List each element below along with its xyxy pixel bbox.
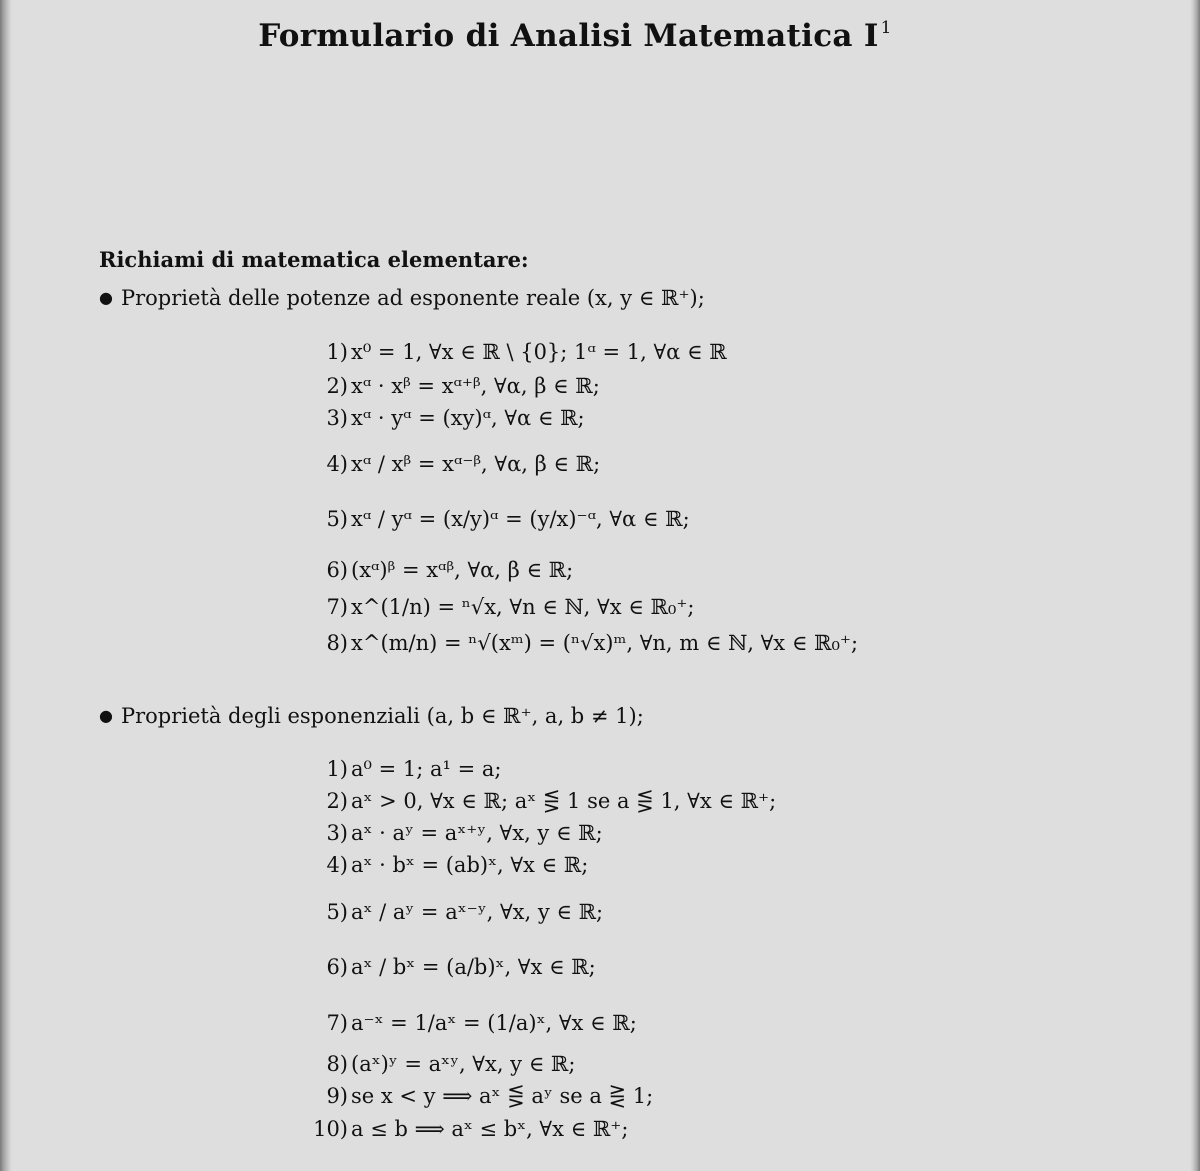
formula-expression: aˣ / bˣ = (a/b)ˣ, ∀x ∈ ℝ; bbox=[351, 955, 596, 979]
exp-formula-2 bbox=[310, 789, 776, 813]
formula-expression: x^(m/n) = ⁿ√(xᵐ) = (ⁿ√x)ᵐ, ∀n, m ∈ ℕ, ∀x ∈ ℝ₀⁺; bbox=[351, 631, 859, 655]
power-formula-6 bbox=[310, 558, 573, 582]
power-formula-5 bbox=[310, 507, 690, 531]
powers-heading: Proprietà delle potenze ad esponente reale (x, y ∈ ℝ⁺); bbox=[120, 286, 705, 310]
formula-expression: se x < y ⟹ aˣ ⋚ aʸ se a ⋛ 1; bbox=[351, 1084, 654, 1108]
title-text: Formulario di Analisi Matematica I bbox=[258, 18, 879, 54]
power-formula-2 bbox=[310, 374, 600, 398]
formula-expression: xᵅ / yᵅ = (x/y)ᵅ = (y/x)⁻ᵅ, ∀α ∈ ℝ; bbox=[351, 507, 690, 531]
formula-number: 6) bbox=[326, 955, 348, 979]
formula-expression: aˣ · bˣ = (ab)ˣ, ∀x ∈ ℝ; bbox=[351, 853, 589, 877]
formula-number: 5) bbox=[326, 507, 348, 531]
formula-number: 1) bbox=[326, 340, 348, 364]
formula-expression: xᵅ · yᵅ = (xy)ᵅ, ∀α ∈ ℝ; bbox=[351, 406, 585, 430]
formula-expression: (xᵅ)ᵝ = xᵅᵝ, ∀α, β ∈ ℝ; bbox=[351, 558, 574, 582]
formula-expression: x^(1/n) = ⁿ√x, ∀n ∈ ℕ, ∀x ∈ ℝ₀⁺; bbox=[351, 595, 695, 619]
section-heading: Richiami di matematica elementare: bbox=[99, 247, 529, 272]
exp-formula-1 bbox=[310, 757, 501, 781]
formula-number: 7) bbox=[326, 1011, 348, 1035]
exp-formula-5 bbox=[310, 900, 603, 924]
formula-expression: xᵅ / xᵝ = xᵅ⁻ᵝ, ∀α, β ∈ ℝ; bbox=[351, 452, 601, 476]
formula-number: 8) bbox=[326, 1052, 348, 1076]
exp-formula-9 bbox=[310, 1084, 653, 1108]
bullet-dot: ● bbox=[99, 706, 113, 725]
exp-formula-3 bbox=[310, 821, 603, 845]
formula-number: 2) bbox=[326, 374, 348, 398]
formula-number: 1) bbox=[326, 757, 348, 781]
power-formula-3 bbox=[310, 406, 585, 430]
exp-formula-10 bbox=[310, 1117, 628, 1141]
formula-number: 4) bbox=[326, 452, 348, 476]
formula-expression: a⁻ˣ = 1/aˣ = (1/a)ˣ, ∀x ∈ ℝ; bbox=[351, 1011, 637, 1035]
power-formula-1 bbox=[310, 340, 727, 364]
formula-expression: aˣ · aʸ = aˣ⁺ʸ, ∀x, y ∈ ℝ; bbox=[351, 821, 603, 845]
exp-formula-8 bbox=[310, 1052, 575, 1076]
formula-number: 3) bbox=[326, 406, 348, 430]
formula-expression: aˣ / aʸ = aˣ⁻ʸ, ∀x, y ∈ ℝ; bbox=[351, 900, 604, 924]
formula-expression: xᵅ · xᵝ = xᵅ⁺ᵝ, ∀α, β ∈ ℝ; bbox=[351, 374, 600, 398]
formula-expression: (aˣ)ʸ = aˣʸ, ∀x, y ∈ ℝ; bbox=[351, 1052, 576, 1076]
formula-number: 10) bbox=[313, 1117, 348, 1141]
power-formula-4 bbox=[310, 452, 600, 476]
exp-formula-4 bbox=[310, 853, 588, 877]
formula-number: 5) bbox=[326, 900, 348, 924]
formula-expression: aˣ > 0, ∀x ∈ ℝ; aˣ ⋚ 1 se a ⋚ 1, ∀x ∈ ℝ⁺; bbox=[351, 789, 777, 813]
formula-number: 9) bbox=[326, 1084, 348, 1108]
formula-number: 8) bbox=[326, 631, 348, 655]
exp-formula-7 bbox=[310, 1011, 637, 1035]
power-formula-8 bbox=[310, 631, 858, 655]
formula-expression: a ≤ b ⟹ aˣ ≤ bˣ, ∀x ∈ ℝ⁺; bbox=[351, 1117, 629, 1141]
formula-number: 6) bbox=[326, 558, 348, 582]
formula-number: 4) bbox=[326, 853, 348, 877]
formula-expression: x⁰ = 1, ∀x ∈ ℝ \ {0}; 1ᵅ = 1, ∀α ∈ ℝ bbox=[351, 340, 727, 364]
formula-number: 3) bbox=[326, 821, 348, 845]
exp-formula-6 bbox=[310, 955, 596, 979]
title-footnote-mark: 1 bbox=[880, 18, 892, 38]
formula-expression: a⁰ = 1; a¹ = a; bbox=[351, 757, 502, 781]
formula-number: 2) bbox=[326, 789, 348, 813]
formula-number: 7) bbox=[326, 595, 348, 619]
exponentials-heading: Proprietà degli esponenziali (a, b ∈ ℝ⁺, a, b ≠ 1); bbox=[120, 704, 644, 728]
power-formula-7 bbox=[310, 595, 694, 619]
bullet-dot: ● bbox=[99, 288, 113, 307]
